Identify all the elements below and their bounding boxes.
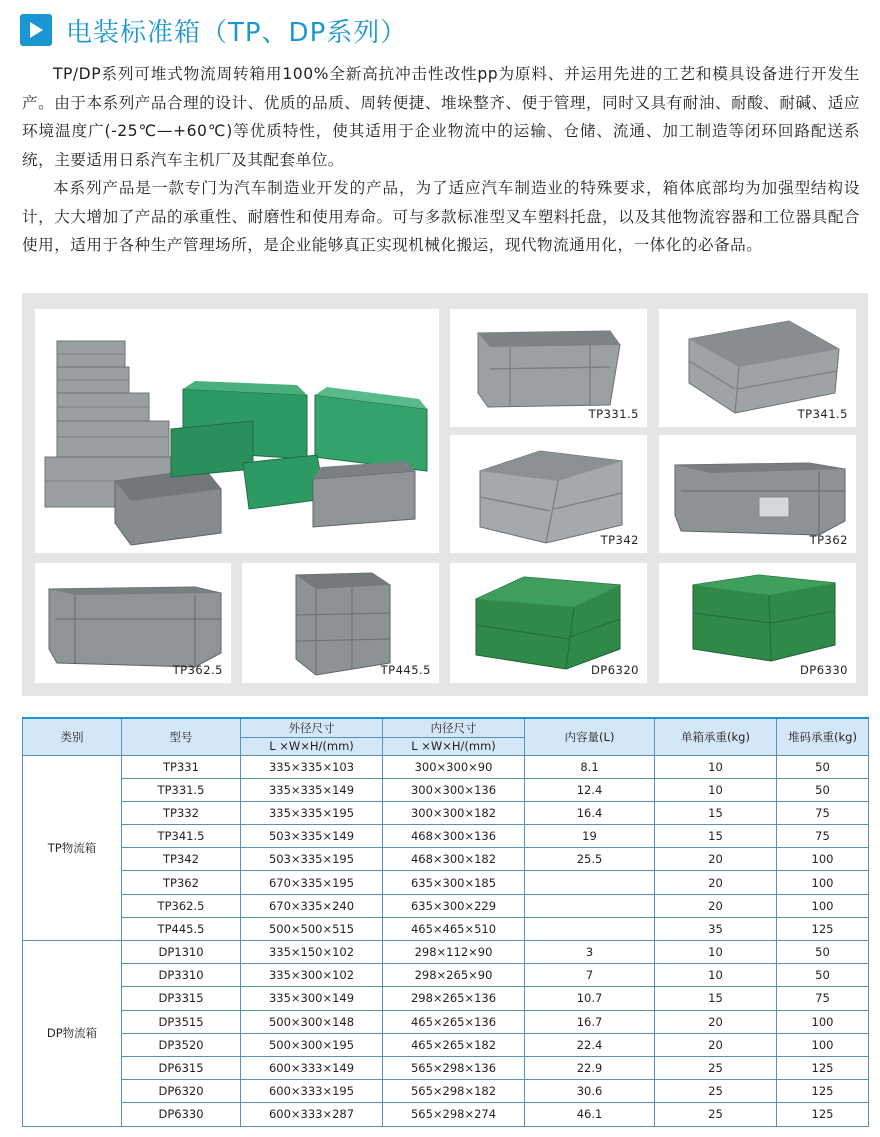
cell-outer: 335×300×102 [241,964,383,987]
cell-inner: 298×265×136 [383,987,525,1010]
product-photo-tp445-5 [242,563,439,683]
table-row [23,1080,869,1103]
cell-single-load: 25 [655,1080,777,1103]
cell-stack-load: 100 [777,894,869,917]
cell-single-load: 15 [655,987,777,1010]
header-single-load: 单箱承重(kg) [655,718,777,755]
header-inner: 内径尺寸 [383,718,525,737]
table-row [23,848,869,871]
intro-paragraph: TP/DP系列可堆式物流周转箱用100%全新高抗冲击性改性pp为原料、并运用先进的工艺和模具设备进行开发生产。由于本系列产品合理的设计、优质的品质、周转便捷、堆垛整齐、便于管理，同时又具有耐油、耐酸、耐碱、适应环境温度广(-25℃—+60℃)等优质特性，使其适用于企业物流中的运输、仓储、流通、加工制造等闭环回路配送系统，主要适用日系汽车主机厂及其配套单位。 [22,65,860,169]
cell-inner: 565×298×136 [383,1056,525,1079]
cell-inner: 468×300×182 [383,848,525,871]
cell-outer: 500×500×515 [241,917,383,940]
cell-capacity: 7 [525,964,655,987]
table-row [23,801,869,824]
cell-capacity [525,894,655,917]
product-photo-tp342 [450,435,647,553]
cell-model: DP1310 [122,941,241,964]
cell-capacity: 22.9 [525,1056,655,1079]
table-row [23,964,869,987]
cell-stack-load: 100 [777,1010,869,1033]
cell-model: TP331 [122,755,241,778]
table-row [23,987,869,1010]
cell-single-load: 10 [655,941,777,964]
product-label: TP341.5 [797,407,848,421]
cell-stack-load: 75 [777,801,869,824]
table-row [23,755,869,778]
cell-inner: 300×300×136 [383,778,525,801]
cell-inner: 465×465×510 [383,917,525,940]
cell-single-load: 20 [655,1033,777,1056]
cell-single-load: 25 [655,1056,777,1079]
cell-stack-load: 100 [777,1033,869,1056]
table-row [23,941,869,964]
product-label: TP331.5 [588,407,639,421]
cell-stack-load: 100 [777,871,869,894]
cell-outer: 335×150×102 [241,941,383,964]
intro-text [22,60,860,260]
cell-single-load: 10 [655,755,777,778]
cell-category: DP物流箱 [23,941,122,1127]
cell-outer: 670×335×195 [241,871,383,894]
product-photo-tp362 [659,435,856,553]
header-outer: 外径尺寸 [241,718,383,737]
cell-inner: 635×300×229 [383,894,525,917]
cell-outer: 335×300×149 [241,987,383,1010]
product-photo-tp362-5 [35,563,231,683]
product-label: TP362 [809,533,848,547]
cell-stack-load: 100 [777,848,869,871]
page-header [20,10,407,50]
cell-inner: 465×265×136 [383,1010,525,1033]
cell-capacity [525,917,655,940]
cell-inner: 300×300×90 [383,755,525,778]
table-row [23,1103,869,1126]
cell-capacity: 25.5 [525,848,655,871]
cell-outer: 503×335×195 [241,848,383,871]
cell-outer: 335×335×103 [241,755,383,778]
cell-model: TP362 [122,871,241,894]
cell-model: TP341.5 [122,825,241,848]
cell-model: TP332 [122,801,241,824]
table-row [23,825,869,848]
cell-stack-load: 125 [777,1056,869,1079]
cell-model: DP3315 [122,987,241,1010]
product-gallery [22,293,868,696]
cell-stack-load: 75 [777,987,869,1010]
cell-capacity: 16.7 [525,1010,655,1033]
cell-outer: 503×335×149 [241,825,383,848]
header-capacity: 内容量(L) [525,718,655,755]
cell-inner: 300×300×182 [383,801,525,824]
cell-outer: 600×333×149 [241,1056,383,1079]
cell-outer: 500×300×148 [241,1010,383,1033]
cell-category: TP物流箱 [23,755,122,941]
cell-model: TP445.5 [122,917,241,940]
cell-stack-load: 75 [777,825,869,848]
cell-stack-load: 50 [777,778,869,801]
cell-capacity: 46.1 [525,1103,655,1126]
cell-model: TP342 [122,848,241,871]
table-row [23,917,869,940]
cell-outer: 600×333×287 [241,1103,383,1126]
cell-stack-load: 50 [777,941,869,964]
cell-model: DP6330 [122,1103,241,1126]
cell-single-load: 15 [655,825,777,848]
table-row [23,871,869,894]
header-stack-load: 堆码承重(kg) [777,718,869,755]
table-row [23,778,869,801]
cell-single-load: 10 [655,964,777,987]
cell-single-load: 25 [655,1103,777,1126]
cell-inner: 298×265×90 [383,964,525,987]
cell-model: DP3310 [122,964,241,987]
cell-stack-load: 125 [777,917,869,940]
cell-outer: 335×335×195 [241,801,383,824]
table-row [23,1056,869,1079]
page-title: 电装标准箱（TP、DP系列） [66,17,408,48]
cell-outer: 335×335×149 [241,778,383,801]
cell-single-load: 20 [655,848,777,871]
spec-table [22,717,869,1127]
product-label: TP362.5 [172,663,223,677]
cell-capacity: 3 [525,941,655,964]
cell-model: TP331.5 [122,778,241,801]
table-row [23,1033,869,1056]
cell-model: DP6320 [122,1080,241,1103]
product-photo-tp341-5 [659,309,856,427]
cell-inner: 635×300×185 [383,871,525,894]
cell-capacity: 19 [525,825,655,848]
cell-single-load: 15 [655,801,777,824]
cell-single-load: 20 [655,894,777,917]
intro-paragraph: 本系列产品是一款专门为汽车制造业开发的产品，为了适应汽车制造业的特殊要求，箱体底部均为加强型结构设计，大大增加了产品的承重性、耐磨性和使用寿命。可与多款标准型叉车塑料托盘，以及其他物流容器和工位器具配合使用，适用于各种生产管理场所，是企业能够真正实现机械化搬运，现代物流通用化，一体化的必备品。 [22,179,860,254]
header-outer-unit: L ×W×H/(mm) [241,737,383,755]
cell-stack-load: 125 [777,1103,869,1126]
cell-capacity: 30.6 [525,1080,655,1103]
cell-model: DP3515 [122,1010,241,1033]
product-label: TP342 [600,533,639,547]
product-label: DP6330 [799,663,848,677]
header-inner-unit: L ×W×H/(mm) [383,737,525,755]
cell-stack-load: 125 [777,1080,869,1103]
header-model: 型号 [122,718,241,755]
cell-inner: 565×298×182 [383,1080,525,1103]
product-photo-tp331-5 [450,309,647,427]
play-icon [20,14,52,46]
cell-capacity: 12.4 [525,778,655,801]
product-label: DP6320 [590,663,639,677]
cell-inner: 465×265×182 [383,1033,525,1056]
cell-stack-load: 50 [777,964,869,987]
cell-capacity: 16.4 [525,801,655,824]
cell-inner: 468×300×136 [383,825,525,848]
cell-inner: 565×298×274 [383,1103,525,1126]
spec-table-body [23,755,869,1126]
table-row [23,894,869,917]
product-label: TP445.5 [380,663,431,677]
cell-single-load: 20 [655,871,777,894]
cell-single-load: 35 [655,917,777,940]
cell-capacity: 10.7 [525,987,655,1010]
cell-inner: 298×112×90 [383,941,525,964]
cell-outer: 600×333×195 [241,1080,383,1103]
cell-model: TP362.5 [122,894,241,917]
group-photo [35,309,439,553]
cell-capacity: 22.4 [525,1033,655,1056]
cell-outer: 670×335×240 [241,894,383,917]
cell-single-load: 10 [655,778,777,801]
cell-capacity: 8.1 [525,755,655,778]
cell-model: DP6315 [122,1056,241,1079]
product-photo-dp6320 [450,563,647,683]
cell-single-load: 20 [655,1010,777,1033]
header-category: 类别 [23,718,122,755]
cell-outer: 500×300×195 [241,1033,383,1056]
table-row [23,1010,869,1033]
product-photo-dp6330 [659,563,856,683]
cell-model: DP3520 [122,1033,241,1056]
cell-stack-load: 50 [777,755,869,778]
cell-capacity [525,871,655,894]
